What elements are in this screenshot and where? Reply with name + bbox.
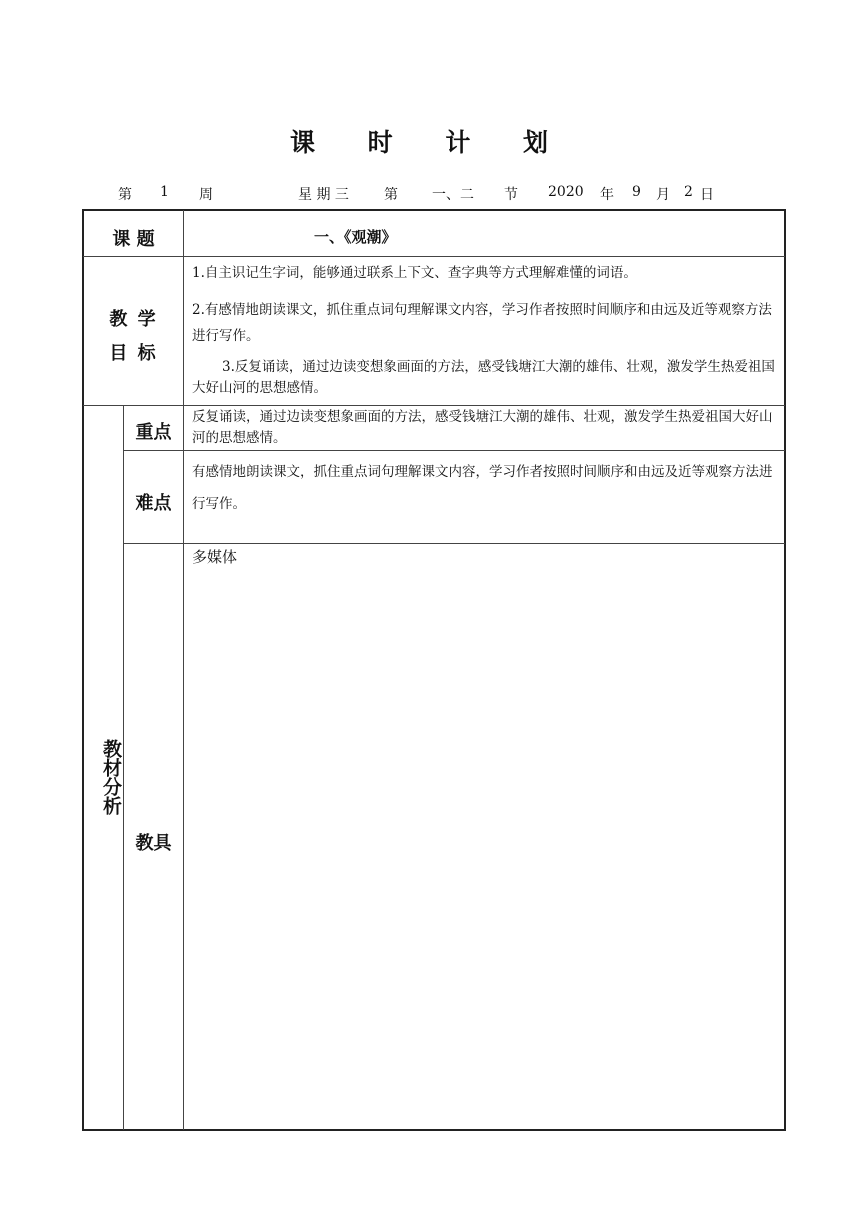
tools-label: 教具 xyxy=(135,833,172,854)
year: 2020 xyxy=(548,184,584,200)
goals-label-line1: 教 学 xyxy=(109,309,158,330)
row-divider-topic xyxy=(83,256,785,257)
month-unit: 月 xyxy=(656,187,670,203)
row-divider-difficulty xyxy=(123,543,785,544)
week-unit: 周 xyxy=(199,187,213,203)
topic-label: 课 题 xyxy=(112,229,155,250)
page-title: 课 时 计 划 xyxy=(289,128,571,157)
week-number: 1 xyxy=(160,184,169,200)
goal-item: 3.反复诵读，通过边读变想象画面的方法，感受钱塘江大潮的雄伟、壮观，激发学生热爱祖国大好山河的思想感情。 xyxy=(192,359,775,396)
goal-item: 1.自主识记生字词，能够通过联系上下文、查字典等方式理解难懂的词语。 xyxy=(192,265,637,281)
row-divider-key xyxy=(123,450,785,451)
month: 9 xyxy=(632,184,641,200)
goals-label-line2: 目 标 xyxy=(109,343,158,364)
key-text: 反复诵读，通过边读变想象画面的方法，感受钱塘江大潮的雄伟、壮观，激发学生热爱祖国大好山河的思想感情。 xyxy=(192,409,773,446)
row-divider-goals xyxy=(83,405,785,406)
key-label: 重点 xyxy=(135,422,172,443)
weekday: 星 期 三 xyxy=(298,187,349,203)
year-unit: 年 xyxy=(600,187,614,203)
period-unit: 节 xyxy=(504,187,518,203)
col-divider-top xyxy=(183,210,184,406)
difficulty-text: 有感情地朗读课文，抓住重点词句理解课文内容，学习作者按照时间顺序和由远及近等观察方法进行写作。 xyxy=(192,464,773,512)
period-value: 一、二 xyxy=(432,187,474,203)
col-divider-content xyxy=(183,406,184,1130)
tools-text: 多媒体 xyxy=(192,548,238,566)
topic-value: 一、《观潮》 xyxy=(314,228,397,246)
difficulty-label: 难点 xyxy=(135,493,172,514)
period-label: 第 xyxy=(384,187,398,203)
analysis-label: 教材分析 xyxy=(100,739,122,815)
goal-item: 2.有感情地朗读课文，抓住重点词句理解课文内容，学习作者按照时间顺序和由远及近等观察方法进行写作。 xyxy=(192,302,772,344)
day-unit: 日 xyxy=(700,187,714,203)
day: 2 xyxy=(684,184,693,200)
week-label: 第 xyxy=(118,187,132,203)
